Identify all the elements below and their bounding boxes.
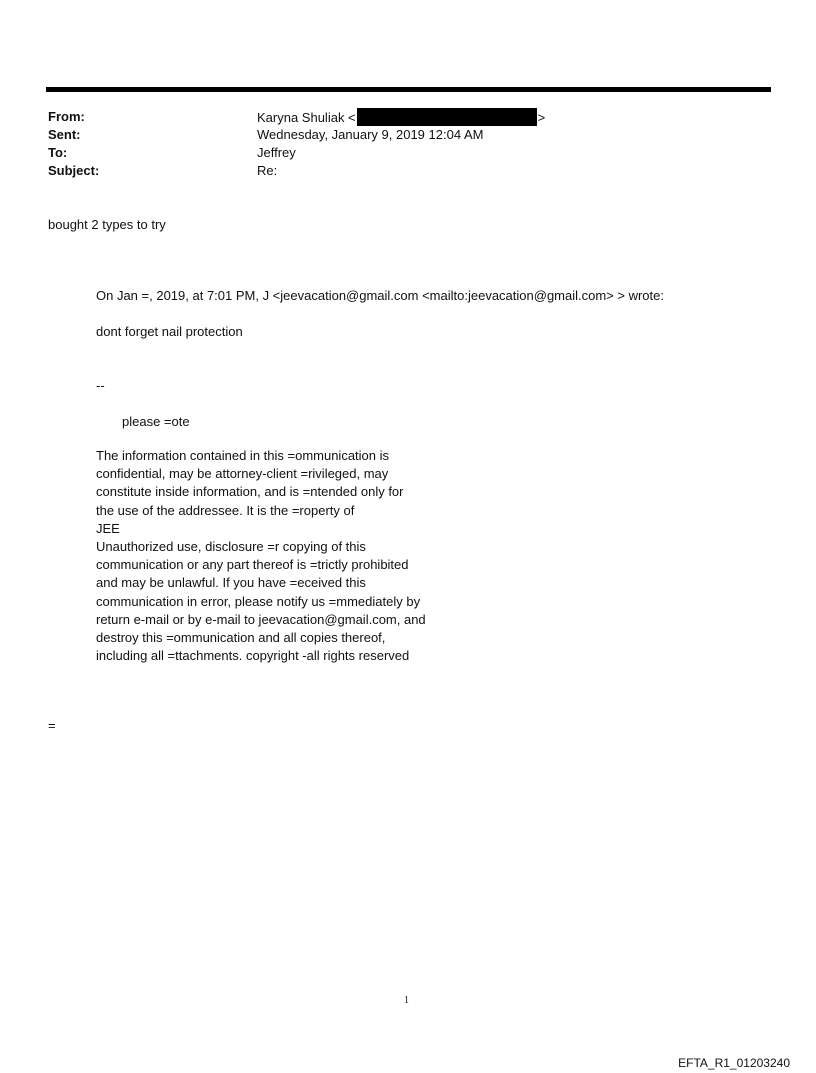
quoted-message: dont forget nail protection: [96, 324, 243, 339]
disclaimer-line: The information contained in this =ommunication is: [96, 448, 390, 463]
disclaimer-line: communication or any part thereof is =trictly prohibited: [96, 557, 409, 573]
to-label: To:: [48, 145, 68, 160]
disclaimer-line: Unauthorized use, disclosure =r copying of this: [96, 539, 366, 555]
disclaimer-line: including all =ttachments. copyright -all rights reserved: [96, 648, 410, 664]
page-number: 1: [404, 995, 409, 1006]
reply-text: bought 2 types to try: [48, 217, 166, 232]
subject-value: Re:: [257, 163, 278, 178]
disclaimer-line: destroy this =ommunication and all copies thereof,: [96, 630, 386, 646]
sent-label: Sent:: [48, 127, 81, 142]
trailing-equals: =: [48, 718, 56, 733]
header-divider: [46, 87, 771, 92]
confidentiality-disclaimer: [96, 447, 456, 665]
disclaimer-line: return e-mail or by e-mail to jeevacation@gmail.com, and: [96, 611, 426, 627]
from-close: >: [537, 110, 546, 125]
sent-value: Wednesday, January 9, 2019 12:04 AM: [257, 127, 484, 142]
from-name: Karyna Shuliak <: [257, 110, 356, 125]
disclaimer-line: constitute inside information, and is =ntended only for: [96, 484, 404, 500]
to-value: Jeffrey: [257, 145, 296, 160]
document-id: EFTA_R1_01203240: [678, 1056, 790, 1070]
signature-separator: --: [96, 378, 105, 393]
please-note: please =ote: [122, 414, 190, 429]
from-label: From:: [48, 109, 85, 124]
disclaimer-line: confidential, may be attorney-client =rivileged, may: [96, 466, 389, 482]
disclaimer-line: communication in error, please notify us =mmediately by: [96, 593, 421, 609]
disclaimer-line: and may be unlawful. If you have =eceived this: [96, 575, 366, 591]
disclaimer-line: JEE: [96, 520, 120, 536]
disclaimer-line: the use of the addressee. It is the =roperty of: [96, 502, 355, 518]
quoted-header: On Jan =, 2019, at 7:01 PM, J <jeevacation@gmail.com <mailto:jeevacation@gmail.com> > wrote:: [96, 288, 664, 303]
redaction-block: [357, 108, 537, 126]
subject-label: Subject:: [48, 163, 100, 178]
from-value: [257, 108, 545, 127]
